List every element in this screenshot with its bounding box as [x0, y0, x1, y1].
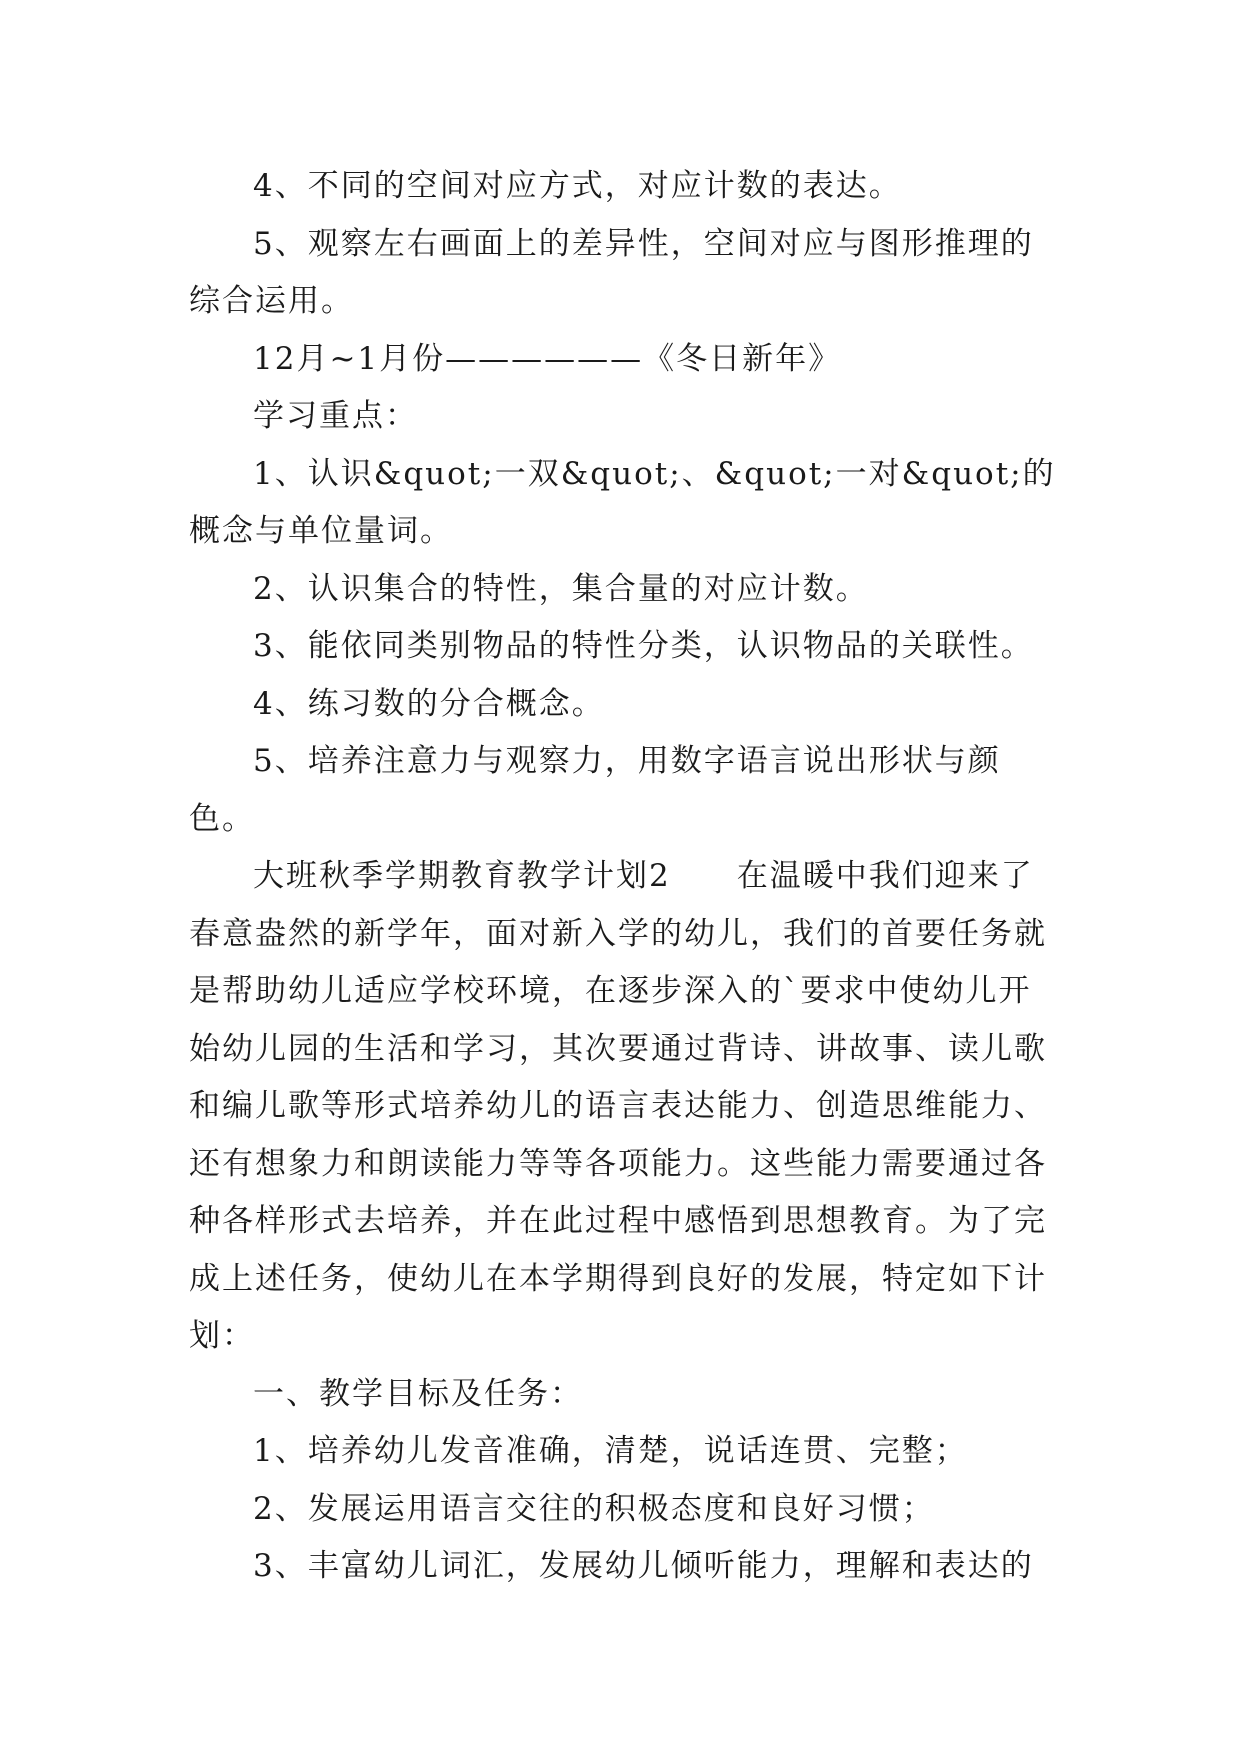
paragraph-5: 1、认识&quot;一双&quot;、&quot;一对&quot;的概念与单位量词。: [189, 455, 1056, 549]
paragraph-12: 1、培养幼儿发音准确，清楚，说话连贯、完整；: [253, 1433, 968, 1469]
plan-2-intro-paragraph: 大班秋季学期教育教学计划2 在温暖中我们迎来了春意盎然的新学年，面对新入学的幼儿，我们的首要任务就是帮助幼儿适应学校环境，在逐步深入的`要求中使幼儿开始幼儿园的生活和学习，其次要通过背诗、讲故事、读儿歌和编儿歌等形式培养幼儿的语言表达能力、创造思维能力、还有想象力和朗读能力等等各项能力。这些能力需要通过各种各样形式去培养，并在此过程中感悟到思想教育。为了完成上述任务，使幼儿在本学期得到良好的发展，特定如下计划：: [189, 858, 1047, 1354]
section-heading-december-january: 12月~1月份——————《冬日新年》: [253, 340, 842, 377]
paragraph-9: 5、培养注意力与观察力，用数字语言说出形状与颜色。: [189, 743, 1001, 837]
learning-focus-heading: 学习重点：: [253, 398, 418, 434]
paragraph-1: 4、不同的空间对应方式，对应计数的表达。: [253, 168, 902, 204]
paragraph-14: 3、丰富幼儿词汇，发展幼儿倾听能力，理解和表达的: [253, 1548, 1034, 1584]
paragraph-8: 4、练习数的分合概念。: [253, 685, 605, 722]
paragraph-13: 2、发展运用语言交往的积极态度和良好习惯；: [253, 1490, 935, 1527]
paragraph-6: 2、认识集合的特性，集合量的对应计数。: [253, 570, 869, 607]
document-body: [189, 158, 1059, 1596]
paragraph-7: 3、能依同类别物品的特性分类，认识物品的关联性。: [253, 628, 1034, 664]
paragraph-2: 5、观察左右画面上的差异性，空间对应与图形推理的综合运用。: [189, 225, 1034, 319]
teaching-goals-heading: 一、教学目标及任务：: [253, 1375, 583, 1412]
